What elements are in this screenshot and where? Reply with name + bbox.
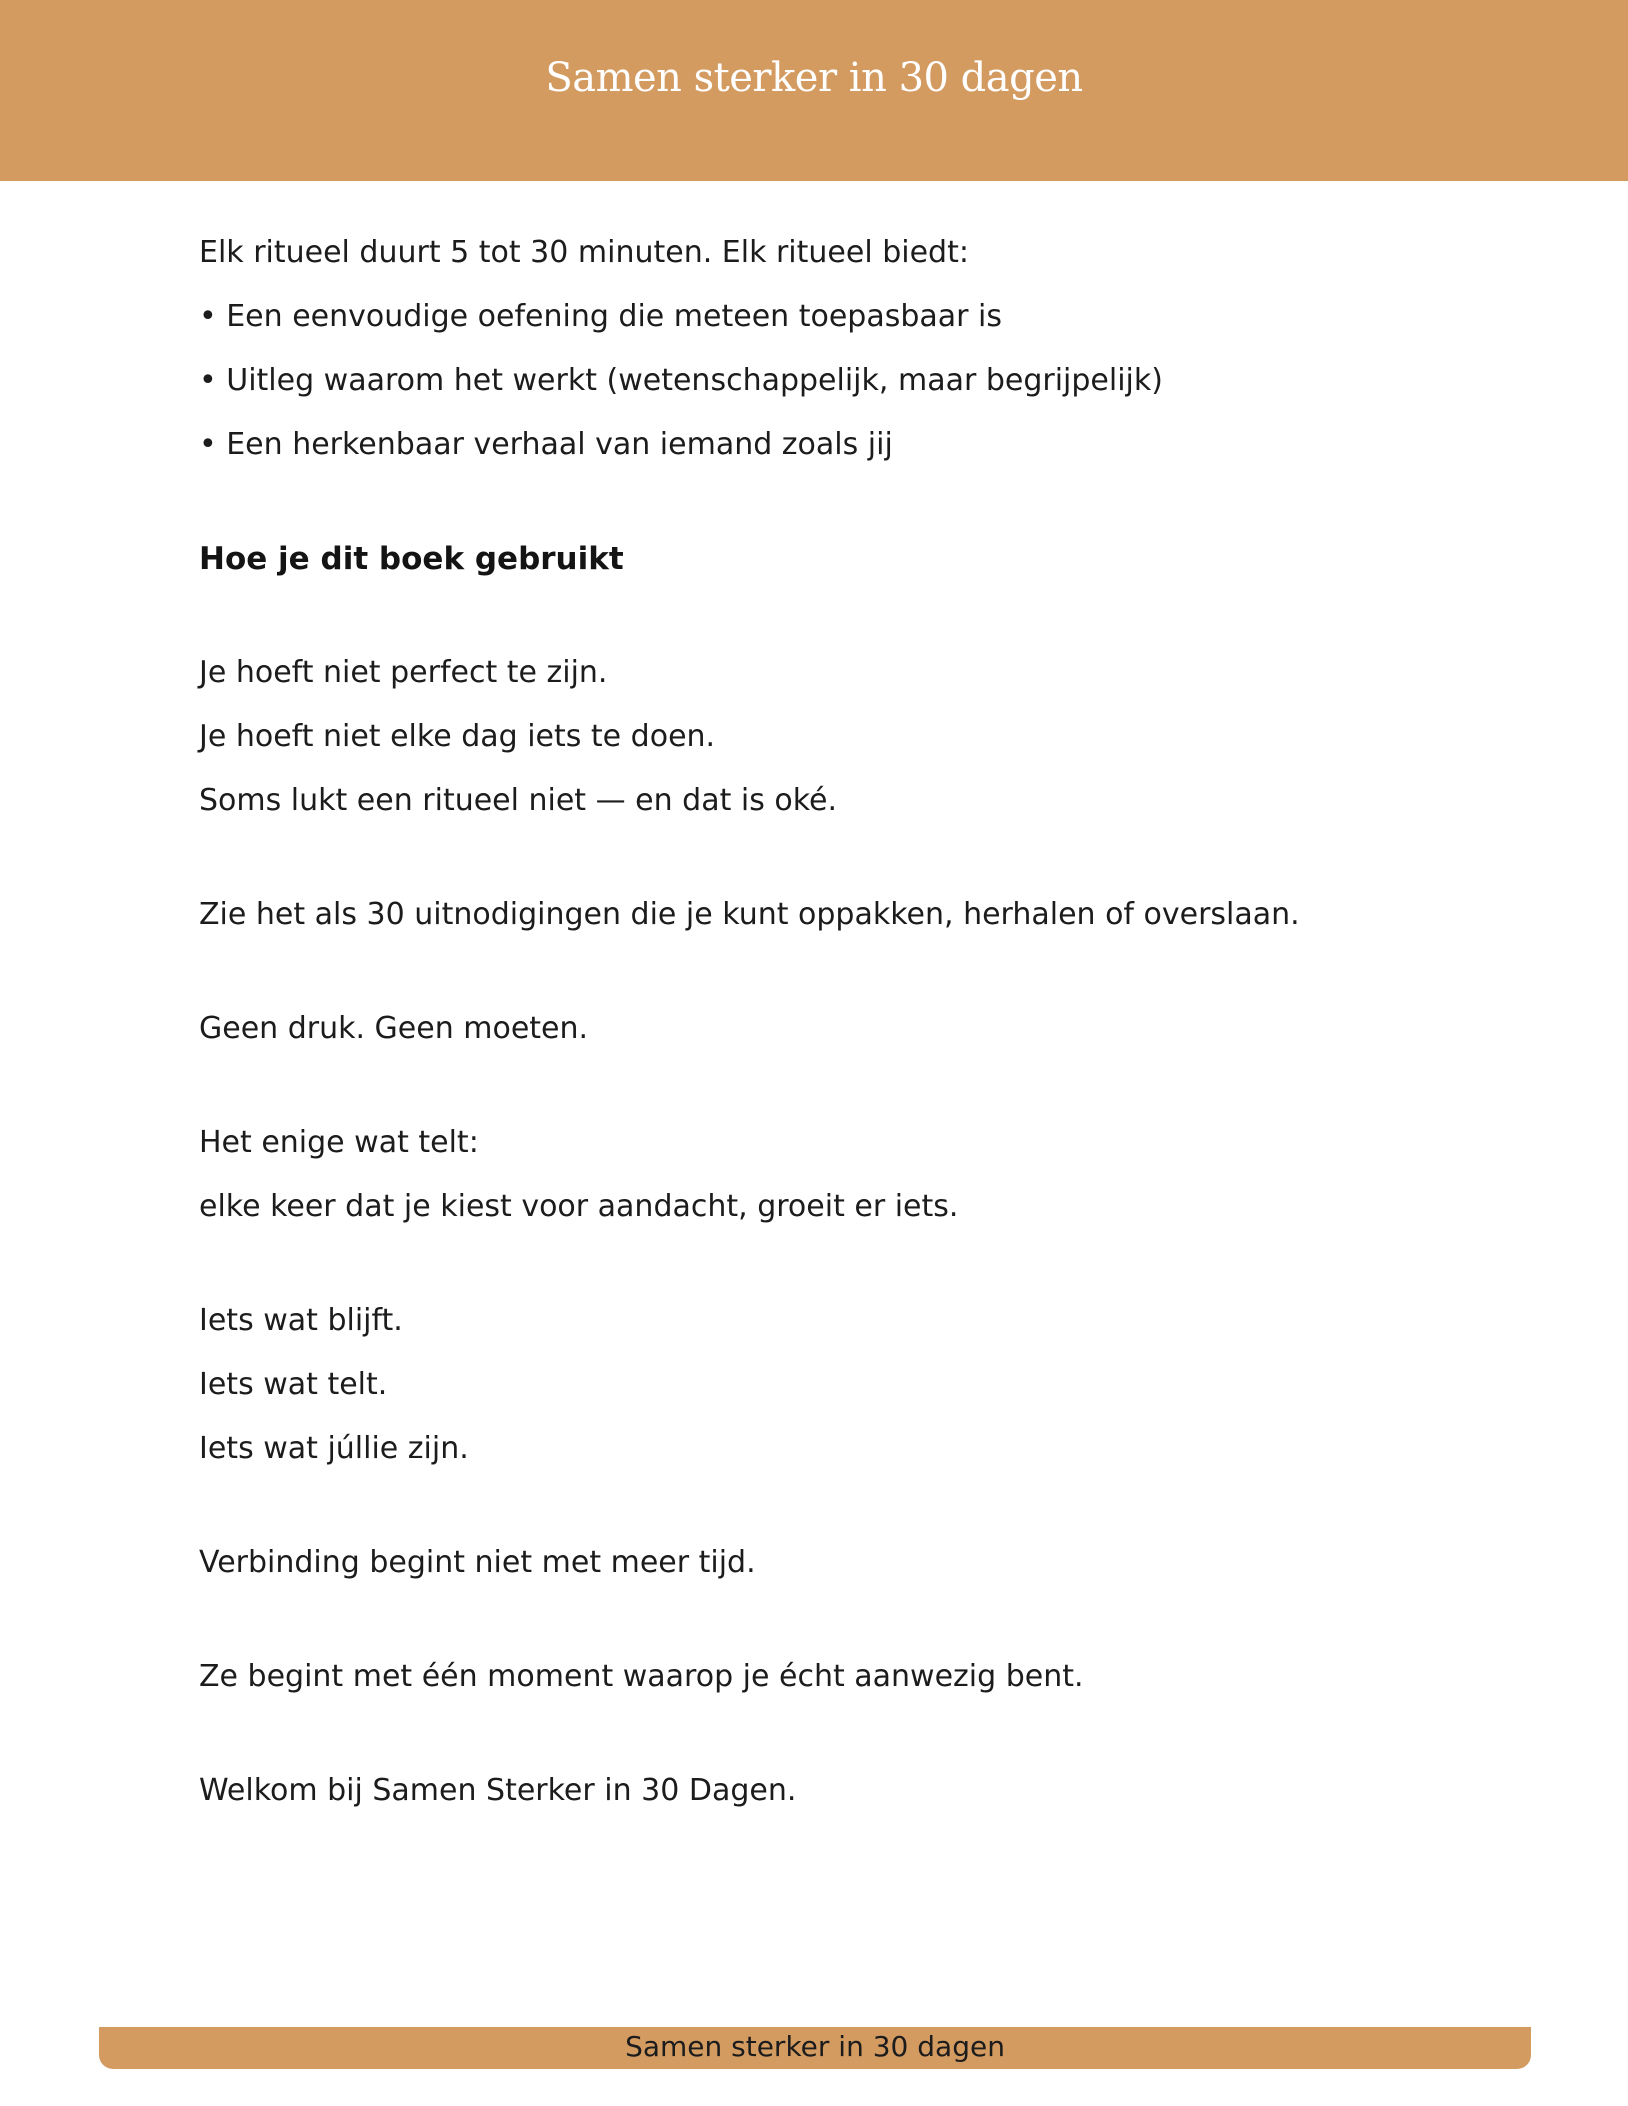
header-band (0, 0, 1628, 181)
page-title: Samen sterker in 30 dagen (545, 55, 1083, 101)
paragraph-line: Ze begint met één moment waarop je écht aanwezig bent. (199, 1659, 1084, 1694)
section-heading: Hoe je dit boek gebruikt (199, 541, 624, 577)
footer-band (99, 2027, 1531, 2069)
paragraph-line: Je hoeft niet elke dag iets te doen. (199, 719, 716, 754)
bullet-item: • Uitleg waarom het werkt (wetenschappelijk, maar begrijpelijk) (199, 363, 1163, 398)
paragraph-line: Iets wat telt. (199, 1367, 388, 1402)
paragraph-line: Je hoeft niet perfect te zijn. (199, 655, 608, 690)
closing-line: Welkom bij Samen Sterker in 30 Dagen. (199, 1773, 797, 1808)
paragraph-line: elke keer dat je kiest voor aandacht, groeit er iets. (199, 1189, 959, 1224)
paragraph-line: Het enige wat telt: (199, 1125, 479, 1160)
paragraph-line: Iets wat júllie zijn. (199, 1431, 469, 1466)
paragraph-line: Iets wat blijft. (199, 1303, 403, 1338)
intro-text: Elk ritueel duurt 5 tot 30 minuten. Elk ritueel biedt: (199, 235, 969, 270)
paragraph-line: Soms lukt een ritueel niet — en dat is oké. (199, 783, 838, 818)
footer-title: Samen sterker in 30 dagen (625, 2030, 1005, 2063)
paragraph-line: Verbinding begint niet met meer tijd. (199, 1545, 756, 1580)
paragraph-line: Geen druk. Geen moeten. (199, 1011, 589, 1046)
bullet-item: • Een eenvoudige oefening die meteen toepasbaar is (199, 299, 1002, 334)
paragraph-line: Zie het als 30 uitnodigingen die je kunt oppakken, herhalen of overslaan. (199, 897, 1300, 932)
bullet-item: • Een herkenbaar verhaal van iemand zoals jij (199, 427, 893, 462)
